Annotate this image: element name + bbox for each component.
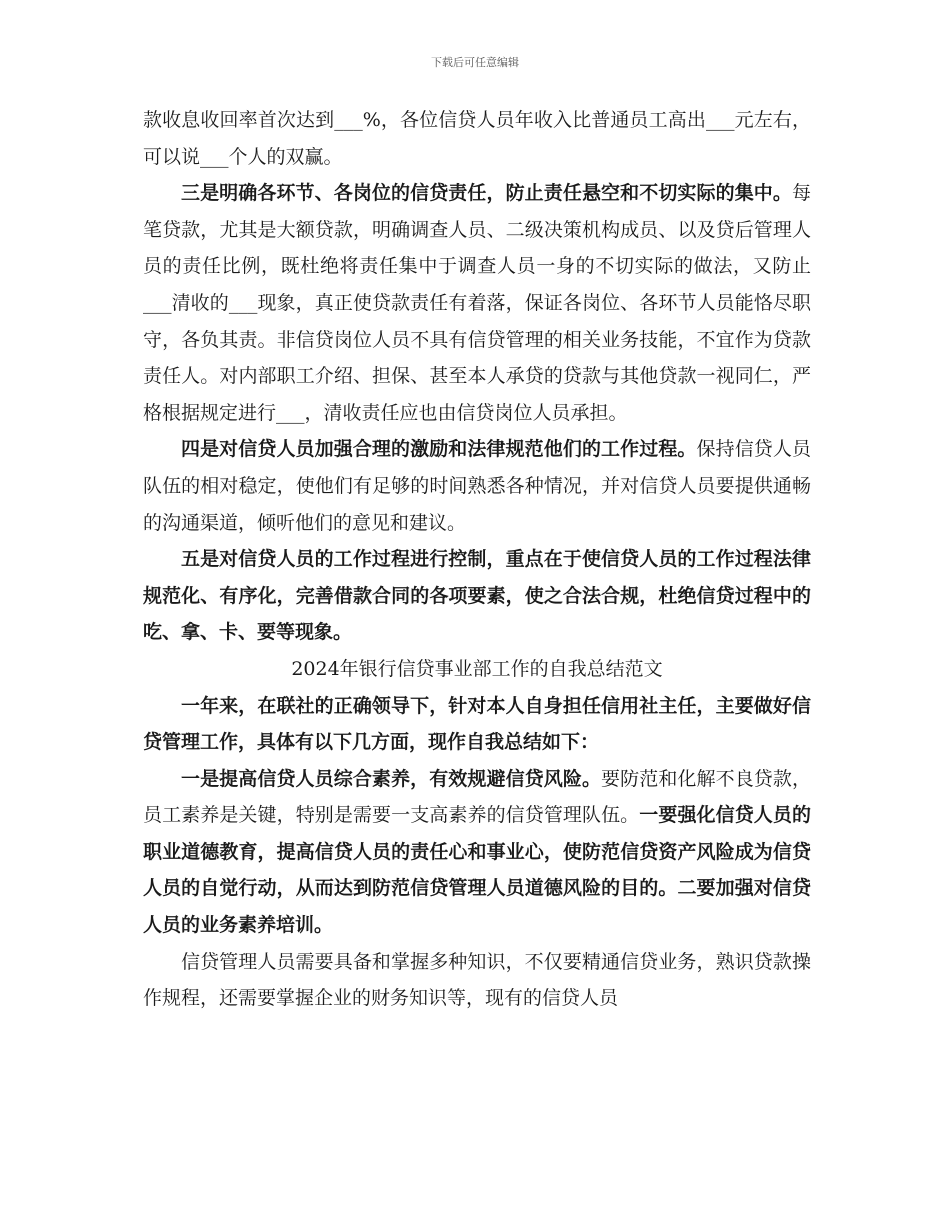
paragraph-6-emphasis: 一要强化信贷人员的职业道德教育，提高信贷人员的责任心和事业心，使防范信贷资产风险成为信贷人员的自觉行动，从而达到防范信贷管理人员道德风险的目的。二要加强对信贷人员的业务素养培训。 bbox=[143, 804, 811, 937]
paragraph-4 bbox=[143, 541, 811, 651]
paragraph-4-heading: 五是对信贷人员的工作过程进行控制，重点在于使信贷人员的工作过程法律规范化、有序化，完善借款合同的各项要素，使之合法合规，杜绝信贷过程中的吃、拿、卡、要等现象。 bbox=[143, 548, 811, 644]
paragraph-5-text: 一年来，在联社的正确领导下，针对本人自身担任信用社主任，主要做好信贷管理工作，具体有以下几方面，现作自我总结如下： bbox=[143, 694, 811, 754]
paragraph-1 bbox=[143, 102, 811, 175]
paragraph-3 bbox=[143, 431, 811, 541]
paragraph-3-text: 保持信贷人员队伍的相对稳定，使他们有足够的时间熟悉各种情况，并对信贷人员要提供通畅的沟通渠道，倾听他们的意见和建议。 bbox=[143, 438, 811, 534]
paragraph-6-text: 要防范和化解不良贷款，员工素养是关键，特别是需要一支高素养的信贷管理队伍。 bbox=[143, 767, 811, 827]
paragraph-2 bbox=[143, 175, 811, 431]
paragraph-5 bbox=[143, 688, 811, 761]
paragraph-6-heading: 一是提高信贷人员综合素养，有效规避信贷风险。 bbox=[181, 767, 602, 790]
paragraph-6 bbox=[143, 761, 811, 944]
paragraph-7-text: 信贷管理人员需要具备和掌握多种知识，不仅要精通信贷业务，熟识贷款操作规程，还需要掌握企业的财务知识等，现有的信贷人员 bbox=[143, 950, 811, 1010]
page-header: 下载后可任意编辑 bbox=[431, 56, 519, 69]
section-title: 2024年银行信贷事业部工作的自我总结范文 bbox=[291, 657, 663, 680]
document-body bbox=[143, 102, 811, 1017]
paragraph-3-heading: 四是对信贷人员加强合理的激励和法律规范他们的工作过程。 bbox=[181, 438, 697, 461]
paragraph-1-text: 款收息收回率首次达到___%，各位信贷人员年收入比普通员工高出___元左右，可以说___个人的双赢。 bbox=[143, 109, 811, 168]
paragraph-2-heading: 三是明确各环节、各岗位的信贷责任，防止责任悬空和不切实际的集中。 bbox=[181, 182, 792, 205]
paragraph-2-text: 每笔贷款，尤其是大额贷款，明确调查人员、二级决策机构成员、以及贷后管理人员的责任比例，既杜绝将责任集中于调查人员一身的不切实际的做法，又防止___清收的___现象，真正使贷款责任有着落，保证各岗位、各环节人员能恪尽职守，各负其责。非信贷岗位人员不具有信贷管理的相关业务技能，不宜作为贷款责任人。对内部职工介绍、担保、甚至本人承贷的贷款与其他贷款一视同仁，严格根据规定进行___，清收责任应也由信贷岗位人员承担。 bbox=[143, 182, 811, 424]
paragraph-7 bbox=[143, 944, 811, 1017]
